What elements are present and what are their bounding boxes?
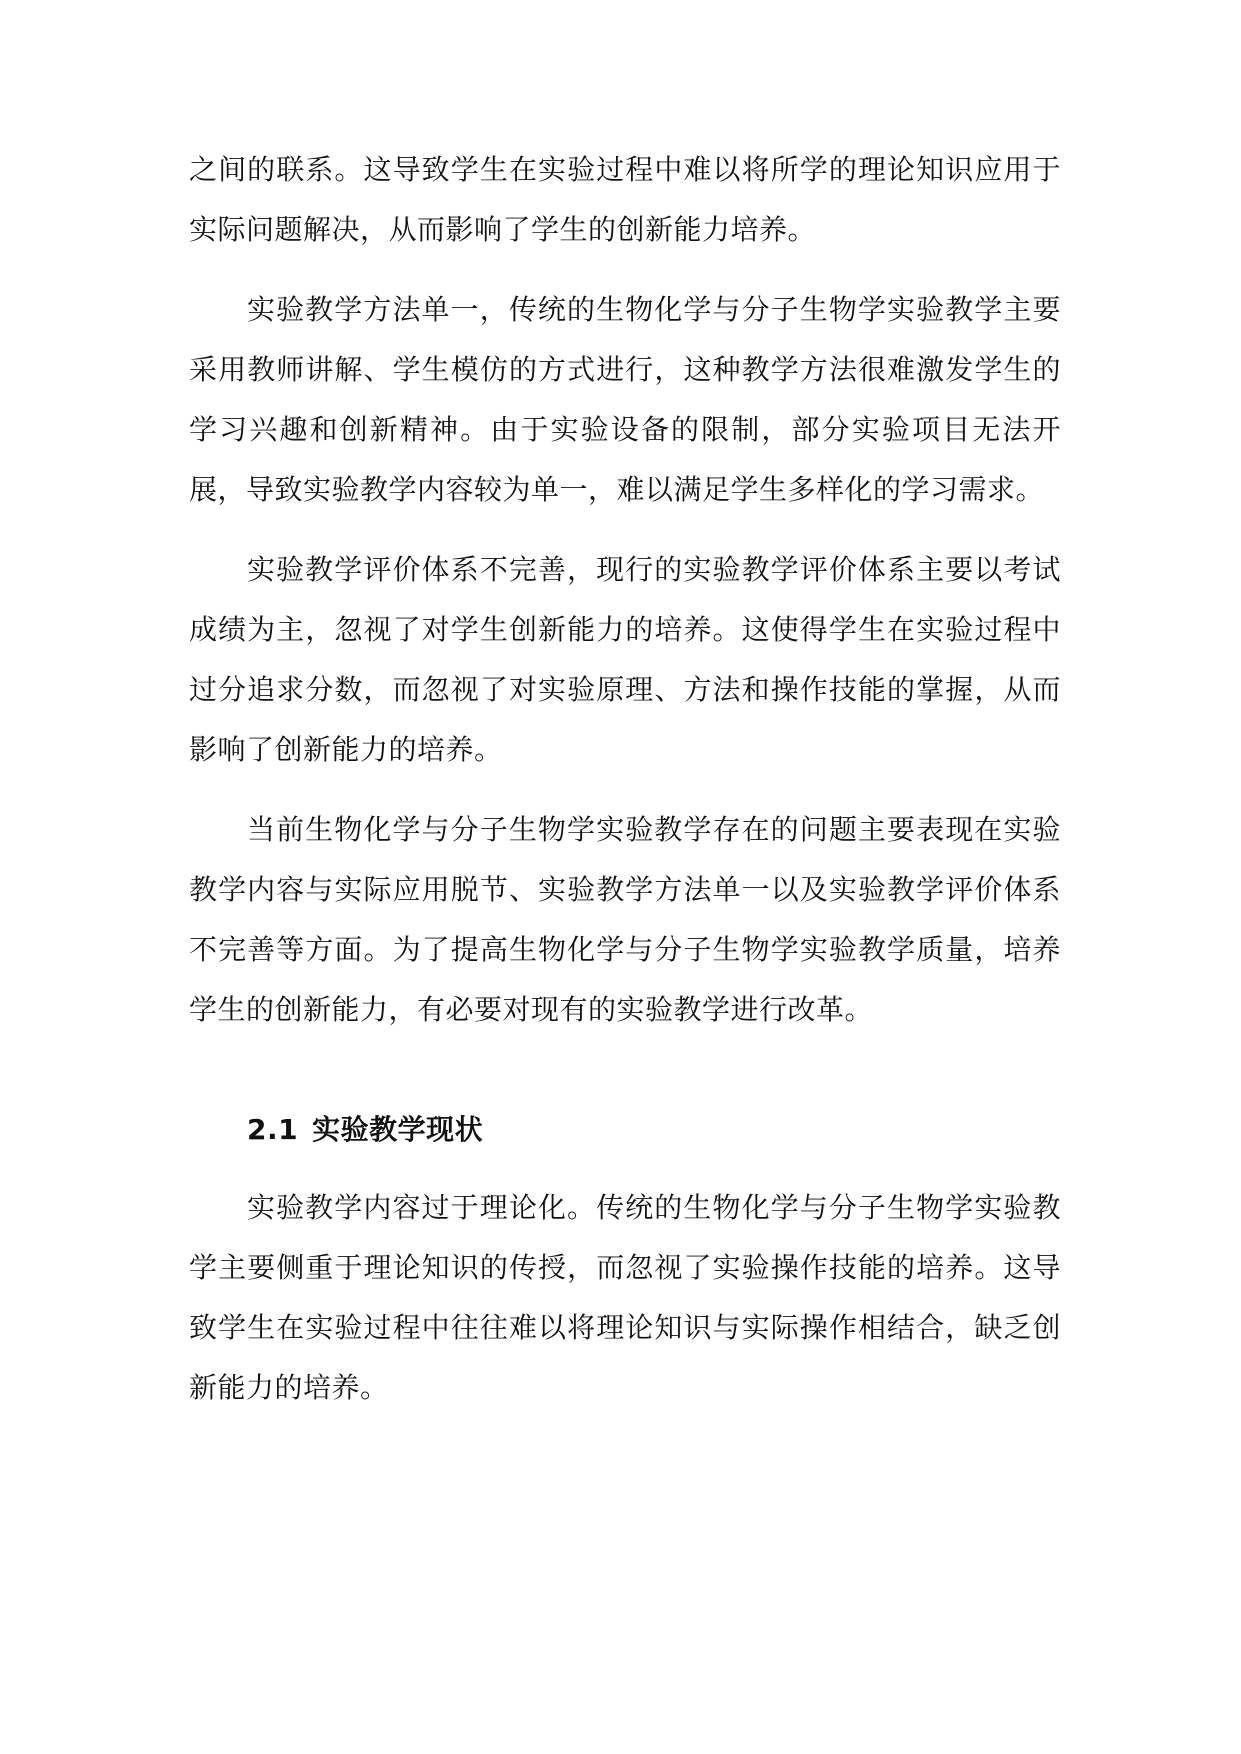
document-body: [189, 140, 1061, 1418]
paragraph-evaluation-system: 实验教学评价体系不完善，现行的实验教学评价体系主要以考试成绩为主，忽视了对学生创新能力的培养。这使得学生在实验过程中过分追求分数，而忽视了对实验原理、方法和操作技能的掌握，从而影响了创新能力的培养。: [189, 553, 1061, 766]
section-number: 2.1: [247, 1113, 299, 1146]
paragraph-teaching-methods: 实验教学方法单一，传统的生物化学与分子生物学实验教学主要采用教师讲解、学生模仿的方式进行，这种教学方法很难激发学生的学习兴趣和创新精神。由于实验设备的限制，部分实验项目无法开展，导致实验教学内容较为单一，难以满足学生多样化的学习需求。: [189, 293, 1061, 506]
paragraph-summary: 当前生物化学与分子生物学实验教学存在的问题主要表现在实验教学内容与实际应用脱节、实验教学方法单一以及实验教学评价体系不完善等方面。为了提高生物化学与分子生物学实验教学质量，培养学生的创新能力，有必要对现有的实验教学进行改革。: [189, 813, 1061, 1026]
paragraph-theory-content: 实验教学内容过于理论化。传统的生物化学与分子生物学实验教学主要侧重于理论知识的传授，而忽视了实验操作技能的培养。这导致学生在实验过程中往往难以将理论知识与实际操作相结合，缺乏创新能力的培养。: [189, 1191, 1061, 1404]
section-title: 实验教学现状: [312, 1113, 484, 1146]
paragraph-continuation: 之间的联系。这导致学生在实验过程中难以将所学的理论知识应用于实际问题解决，从而影响了学生的创新能力培养。: [189, 153, 1061, 246]
section-heading: [189, 1100, 1061, 1160]
